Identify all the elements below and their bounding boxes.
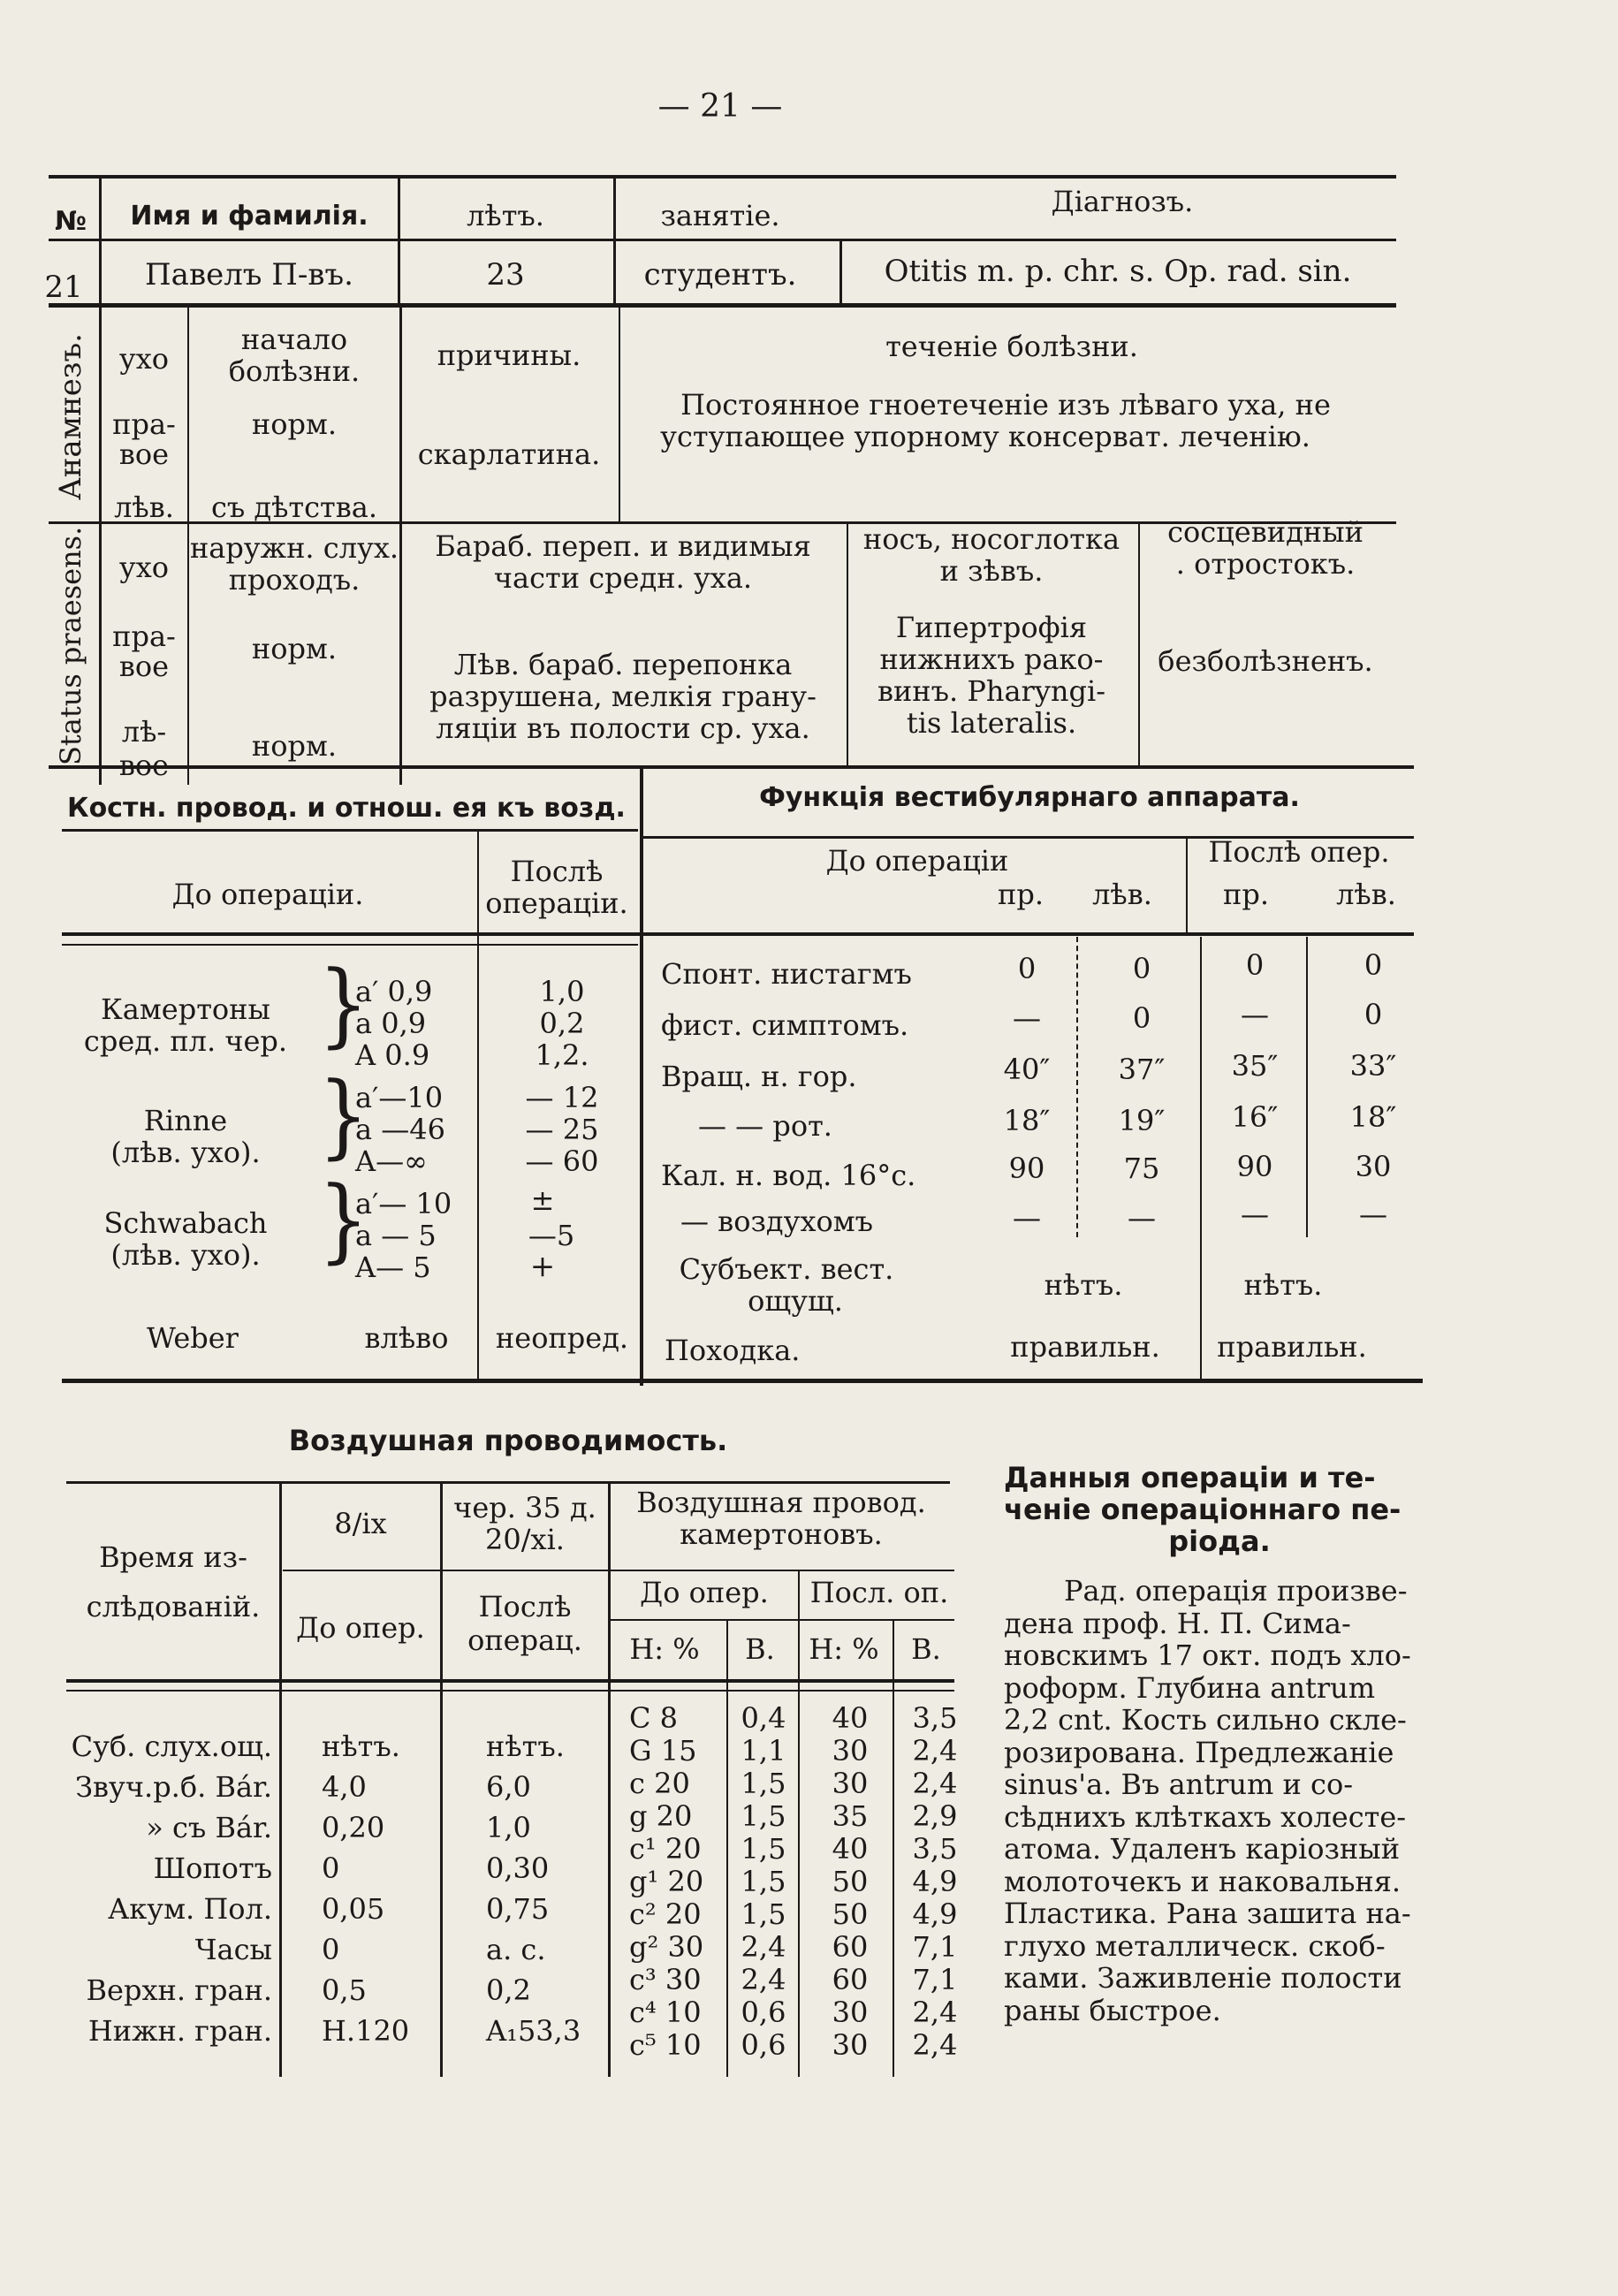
- rule: [62, 829, 638, 832]
- air-row-label: Шопотъ: [153, 1851, 272, 1885]
- vest-row-label: Кал. н. вод. 16°с.: [661, 1159, 916, 1192]
- vestibular-lev: лѣв.: [1336, 878, 1396, 911]
- operation-line: раны быстрое.: [1004, 1993, 1221, 2027]
- mastoid-header-2: . отростокъ.: [1175, 547, 1356, 581]
- air-conduction-title: Воздушная проводимость.: [288, 1424, 728, 1457]
- drum-line-1: Лѣв. бараб. перепонка: [453, 648, 793, 681]
- operation-line: ками. Заживленіе полости: [1004, 1961, 1402, 1995]
- anamnesis-left: лѣв.: [114, 490, 174, 524]
- tf-row-after-v: 2,4: [912, 1996, 958, 2029]
- air-row-before: 0: [322, 1851, 340, 1885]
- tf-row-before-v: 0,6: [741, 2028, 786, 2062]
- rule: [640, 769, 643, 1386]
- tf-air-v: В.: [745, 1632, 775, 1666]
- onset-left: съ дѣтства.: [210, 490, 378, 524]
- tf-row-after-v: 3,5: [912, 1832, 958, 1866]
- vestibular-pr: пр.: [1223, 878, 1269, 911]
- canal-header-2: проходъ.: [228, 563, 361, 597]
- vest-row-value: 33″: [1349, 1049, 1397, 1083]
- rule: [1076, 937, 1079, 1237]
- tuning-forks-label-1: Камертоны: [101, 992, 270, 1026]
- air-after-header-2: операц.: [467, 1623, 582, 1657]
- date-2-line-1: чер. 35 д.: [453, 1491, 596, 1524]
- schwabach-value: a′— 10: [355, 1187, 452, 1220]
- operation-line: Рад. операція произве-: [1064, 1574, 1408, 1608]
- tf-row-after-v: 7,1: [912, 1930, 958, 1964]
- nose-line-1: Гипертрофія: [895, 611, 1088, 644]
- tf-row-after-v: 4,9: [912, 1865, 958, 1898]
- rule: [1306, 937, 1308, 1237]
- subjective-after: нѣтъ.: [1243, 1268, 1323, 1302]
- brace: }: [318, 1062, 369, 1169]
- rule: [49, 765, 1414, 769]
- rule: [49, 303, 1396, 308]
- schwabach-label-1: Schwabach: [103, 1206, 268, 1240]
- tf-row-fork: c³ 30: [629, 1963, 702, 1996]
- weber-after: неопред.: [495, 1321, 629, 1355]
- brace: }: [318, 951, 369, 1058]
- vest-row-value: 0: [1132, 952, 1151, 985]
- air-row-label: Нижн. гран.: [87, 2014, 272, 2048]
- air-row-label: » съ Bár.: [146, 1811, 272, 1844]
- tf-row-fork: G 15: [629, 1734, 697, 1768]
- tf-air-h: Н: %: [809, 1632, 879, 1666]
- status-label: Status praesens.: [54, 526, 87, 765]
- status-right-2: вое: [118, 650, 170, 683]
- tf-row-after-h: 60: [832, 1963, 869, 1996]
- tf-row-after-v: 2,4: [912, 1767, 958, 1800]
- gait-after: правильн.: [1217, 1330, 1367, 1364]
- rinne-value: A—∞: [355, 1144, 428, 1178]
- anamnesis-ear: ухо: [118, 342, 170, 376]
- rule: [477, 831, 479, 1379]
- vest-row-label: Вращ. н. гор.: [661, 1060, 857, 1093]
- air-after-header-1: Послѣ: [478, 1590, 572, 1623]
- tf-row-fork: g 20: [629, 1799, 693, 1833]
- air-row-label: Верхн. гран.: [86, 1973, 272, 2007]
- air-row-before: 0,20: [322, 1811, 385, 1844]
- vestibular-title: Функція вестибулярнаго аппарата.: [759, 782, 1300, 813]
- tf-row-fork: c⁵ 10: [629, 2028, 702, 2062]
- tf-row-before-v: 1,5: [741, 1865, 786, 1898]
- rule: [99, 177, 102, 305]
- operation-line: глухо металлическ. скоб-: [1004, 1928, 1386, 1963]
- rule: [283, 1570, 954, 1571]
- rule: [1138, 524, 1140, 769]
- rule: [798, 1571, 800, 2077]
- mastoid-header-1: сосцевидный: [1167, 515, 1364, 549]
- rule: [66, 1481, 950, 1484]
- vest-row-value: —: [1241, 1197, 1269, 1231]
- air-row-after: 1,0: [486, 1811, 531, 1844]
- drum-line-2: разрушена, мелкія грану-: [429, 680, 817, 713]
- vest-row-value: 90: [1008, 1152, 1045, 1185]
- air-row-after: 6,0: [486, 1770, 531, 1804]
- header-no-label: №: [54, 206, 87, 237]
- rule: [99, 308, 102, 785]
- canal-left: норм.: [251, 729, 338, 763]
- schwabach-label-2: (лѣв. ухо).: [110, 1238, 261, 1272]
- tf-row-after-h: 40: [832, 1832, 869, 1866]
- header-diagnosis-label: Діагнозъ.: [1051, 185, 1194, 218]
- tf-row-after-v: 4,9: [912, 1897, 958, 1931]
- air-row-after: нѣтъ.: [486, 1730, 565, 1763]
- rule: [398, 177, 400, 305]
- weber-before: влѣво: [364, 1321, 449, 1355]
- drum-line-3: ляціи въ полости ср. уха.: [436, 711, 810, 745]
- air-row-before: 0,05: [322, 1892, 385, 1926]
- patient-no: 21: [44, 270, 83, 305]
- onset-header-2: болѣзни.: [228, 354, 361, 388]
- air-row-label: Акум. Пол.: [108, 1892, 272, 1926]
- air-row-after: 0,30: [486, 1851, 550, 1885]
- rinne-after: — 12: [525, 1081, 599, 1114]
- patient-job: студентъ.: [643, 257, 797, 293]
- operation-title-1: Данныя операціи и те-: [1004, 1461, 1376, 1494]
- operation-line: sinus'а. Въ antrum и со-: [1004, 1768, 1354, 1801]
- operation-line: дена проф. Н. П. Сима-: [1004, 1606, 1351, 1640]
- tf-row-fork: c⁴ 10: [629, 1996, 702, 2029]
- header-age-label: лѣтъ.: [467, 199, 544, 232]
- rule: [610, 1619, 954, 1621]
- subjective-label-2: ощущ.: [748, 1284, 843, 1318]
- nose-header-2: и зѣвъ.: [939, 554, 1044, 588]
- vest-row-label: — воздухомъ: [680, 1205, 873, 1238]
- rule: [613, 177, 616, 305]
- schwabach-value: a — 5: [355, 1219, 437, 1252]
- anamnesis-label: Анамнезъ.: [53, 333, 88, 500]
- vest-row-value: 0: [1245, 948, 1265, 982]
- tf-row-before-v: 2,4: [741, 1963, 786, 1996]
- air-row-after: а. с.: [486, 1933, 546, 1966]
- vest-row-value: 0: [1364, 948, 1383, 982]
- date-2-line-2: 20/xi.: [485, 1523, 565, 1556]
- rule: [62, 1379, 1423, 1383]
- vest-row-value: 19″: [1118, 1104, 1166, 1137]
- air-row-after: 0,2: [486, 1973, 531, 2007]
- vest-row-label: Спонт. нистагмъ: [661, 957, 912, 991]
- tf-row-before-v: 1,1: [741, 1734, 786, 1768]
- bone-after-header-2: операціи.: [485, 886, 628, 920]
- rinne-value: a′—10: [355, 1081, 444, 1114]
- tuning-fork-after: 1,2.: [535, 1038, 589, 1072]
- rule: [49, 175, 1396, 179]
- tf-row-after-v: 2,4: [912, 2028, 958, 2062]
- drum-header-2: части средн. уха.: [493, 561, 753, 595]
- tf-air-h: Н: %: [629, 1632, 700, 1666]
- tf-row-after-v: 7,1: [912, 1963, 958, 1996]
- onset-header-1: начало: [240, 323, 348, 356]
- tf-row-fork: g² 30: [629, 1930, 704, 1964]
- operation-title-2: ченіе операціоннаго пе-: [1004, 1493, 1402, 1526]
- canal-right: норм.: [251, 632, 338, 665]
- vest-row-value: 18″: [1349, 1100, 1397, 1134]
- bone-after-header-1: Послѣ: [510, 855, 604, 888]
- rinne-label-2: (лѣв. ухо).: [110, 1136, 261, 1169]
- vest-row-value: 35″: [1231, 1049, 1279, 1083]
- onset-right: норм.: [251, 407, 338, 441]
- air-row-label: Суб. слух.ощ.: [71, 1730, 272, 1763]
- tf-row-before-v: 1,5: [741, 1832, 786, 1866]
- tf-air-header-2: камертоновъ.: [680, 1517, 883, 1551]
- anamnesis-right-1: пра-: [112, 407, 176, 441]
- rinne-value: a —46: [355, 1113, 445, 1146]
- course-line-1: Постоянное гноетеченіе изъ лѣваго уха, не: [680, 388, 1331, 422]
- patient-name: Павелъ П-въ.: [145, 257, 353, 293]
- tf-row-after-h: 50: [832, 1897, 869, 1931]
- time-label-1: Время из-: [99, 1540, 247, 1574]
- operation-line: молоточекъ и наковальня.: [1004, 1864, 1402, 1898]
- tf-row-after-h: 30: [832, 1734, 869, 1768]
- header-name-label: Имя и фамилія.: [130, 201, 368, 232]
- rule: [279, 1483, 282, 2077]
- rule: [62, 944, 638, 946]
- rule: [66, 1690, 954, 1692]
- tf-row-after-h: 40: [832, 1701, 869, 1735]
- vest-row-value: 16″: [1231, 1100, 1279, 1134]
- nose-line-4: tis lateralis.: [906, 706, 1077, 740]
- tf-air-v: В.: [911, 1632, 941, 1666]
- anamnesis-right-2: вое: [118, 437, 170, 471]
- rule: [839, 240, 842, 304]
- vestibular-after-header: Послѣ опер.: [1208, 835, 1390, 869]
- vestibular-before-header: До операціи: [825, 844, 1009, 878]
- tf-row-before-v: 1,5: [741, 1767, 786, 1800]
- tf-row-before-v: 2,4: [741, 1930, 786, 1964]
- air-row-after: A₁53,3: [486, 2014, 581, 2048]
- subjective-label-1: Субъект. вест.: [679, 1252, 894, 1286]
- mastoid-value: безболѣзненъ.: [1158, 644, 1373, 678]
- course-line-2: уступающее упорному консерват. леченію.: [660, 420, 1310, 453]
- operation-line: роформ. Глубина antrum: [1004, 1670, 1376, 1705]
- rule: [62, 932, 1414, 936]
- course-header: теченіе болѣзни.: [885, 330, 1138, 363]
- header-job-label: занятіе.: [660, 199, 780, 232]
- tuning-fork-value: a′ 0,9: [355, 975, 433, 1008]
- tf-row-after-v: 3,5: [912, 1701, 958, 1735]
- patient-diagnosis: Otitis m. p. chr. s. Op. rad. sin.: [884, 254, 1352, 289]
- drum-header-1: Бараб. переп. и видимыя: [435, 529, 811, 563]
- vest-row-value: 75: [1123, 1152, 1160, 1185]
- vest-row-label: — — рот.: [698, 1109, 832, 1143]
- rule: [893, 1621, 894, 2077]
- vest-row-value: 90: [1236, 1150, 1273, 1183]
- rinne-after: — 60: [525, 1144, 599, 1178]
- tf-air-before: До опер.: [640, 1576, 769, 1609]
- rule: [66, 1679, 954, 1683]
- gait-label: Походка.: [665, 1334, 801, 1367]
- schwabach-after: +: [529, 1249, 556, 1284]
- tf-row-after-h: 30: [832, 1767, 869, 1800]
- rule: [1200, 937, 1202, 1379]
- air-row-before: нѣтъ.: [322, 1730, 400, 1763]
- vest-row-label: фист. симптомъ.: [661, 1008, 909, 1042]
- rule: [1186, 838, 1188, 935]
- vest-row-value: 37″: [1118, 1053, 1166, 1086]
- rule: [619, 308, 620, 524]
- rule: [608, 1483, 611, 2077]
- vest-row-value: 0: [1017, 952, 1037, 985]
- tf-row-fork: c 20: [629, 1767, 690, 1800]
- vest-row-value: 0: [1132, 1001, 1151, 1035]
- status-left-1: лѣ-: [121, 715, 167, 749]
- rule: [187, 308, 189, 785]
- time-label-2: слѣдованій.: [86, 1590, 261, 1623]
- air-row-label: Звуч.р.б. Bár.: [75, 1770, 272, 1804]
- air-before-header: До опер.: [296, 1611, 425, 1645]
- gait-before: правильн.: [1010, 1330, 1160, 1364]
- schwabach-after: —5: [528, 1219, 575, 1252]
- operation-title-3: ріода.: [1168, 1524, 1271, 1558]
- tf-air-header-1: Воздушная провод.: [636, 1486, 926, 1519]
- canal-header-1: наружн. слух.: [189, 531, 399, 565]
- vest-row-value: 40″: [1003, 1053, 1051, 1086]
- air-row-before: 4,0: [322, 1770, 367, 1804]
- rinne-after: — 25: [525, 1113, 599, 1146]
- schwabach-after: ±: [530, 1183, 555, 1217]
- operation-line: атома. Удаленъ каріозный: [1004, 1832, 1401, 1866]
- vestibular-pr: пр.: [998, 878, 1044, 911]
- rinne-label-1: Rinne: [143, 1104, 228, 1137]
- nose-header-1: носъ, носоглотка: [862, 522, 1120, 556]
- tuning-fork-after: 1,0: [539, 975, 585, 1008]
- nose-line-2: нижнихъ рако-: [879, 642, 1104, 676]
- operation-line: 2,2 cnt. Кость сильно скле-: [1004, 1703, 1407, 1737]
- tuning-fork-value: A 0.9: [355, 1038, 430, 1072]
- brace: }: [318, 1167, 369, 1273]
- vest-row-value: —: [1241, 998, 1269, 1031]
- tf-row-after-h: 30: [832, 2028, 869, 2062]
- status-ear: ухо: [118, 551, 170, 584]
- schwabach-value: A— 5: [355, 1251, 431, 1284]
- tf-row-after-v: 2,4: [912, 1734, 958, 1768]
- tf-row-after-h: 60: [832, 1930, 869, 1964]
- tf-row-after-h: 30: [832, 1996, 869, 2029]
- tf-row-before-v: 1,5: [741, 1897, 786, 1931]
- date-1: 8/ix: [334, 1507, 387, 1540]
- air-row-before: 0,5: [322, 1973, 367, 2007]
- operation-line: новскимъ 17 окт. подъ хло-: [1004, 1638, 1411, 1672]
- vest-row-value: 0: [1364, 998, 1383, 1031]
- rule: [726, 1621, 728, 2077]
- rule: [399, 308, 402, 785]
- tuning-fork-value: a 0,9: [355, 1007, 427, 1040]
- air-row-before: 0: [322, 1933, 340, 1966]
- vest-row-value: —: [1013, 1001, 1041, 1035]
- vest-row-value: —: [1128, 1201, 1156, 1235]
- rule: [49, 239, 1396, 241]
- tf-row-fork: c¹ 20: [629, 1832, 702, 1866]
- patient-age: 23: [486, 257, 525, 293]
- vest-row-value: 18″: [1003, 1104, 1051, 1137]
- vest-row-value: —: [1013, 1201, 1041, 1235]
- tf-air-after: Посл. оп.: [809, 1576, 949, 1609]
- cause-value: скарлатина.: [417, 437, 601, 471]
- bone-conduction-title: Костн. провод. и отнош. ея къ возд.: [67, 793, 626, 824]
- vestibular-lev: лѣв.: [1092, 878, 1152, 911]
- weber-label: Weber: [147, 1321, 239, 1355]
- tf-row-before-v: 0,4: [741, 1701, 786, 1735]
- vest-row-value: 30: [1355, 1150, 1392, 1183]
- tf-row-fork: g¹ 20: [629, 1865, 704, 1898]
- operation-line: сѣднихъ клѣткахъ холесте-: [1004, 1799, 1407, 1834]
- tf-row-before-v: 1,5: [741, 1799, 786, 1833]
- bone-before-header: До операціи.: [171, 878, 364, 911]
- status-right-1: пра-: [112, 620, 176, 653]
- tuning-forks-label-2: сред. пл. чер.: [83, 1024, 288, 1058]
- vest-row-value: —: [1359, 1197, 1387, 1231]
- subjective-before: нѣтъ.: [1044, 1268, 1123, 1302]
- status-left-2: вое: [118, 749, 170, 782]
- tf-row-fork: c² 20: [629, 1897, 702, 1931]
- air-row-after: 0,75: [486, 1892, 550, 1926]
- operation-line: розирована. Предлежаніе: [1004, 1735, 1394, 1769]
- tuning-fork-after: 0,2: [539, 1007, 585, 1040]
- operation-line: Пластика. Рана зашита на-: [1004, 1897, 1411, 1930]
- air-row-before: Н.120: [322, 2014, 410, 2048]
- rule: [440, 1483, 443, 2077]
- nose-line-3: винъ. Pharyngi-: [877, 674, 1106, 708]
- tf-row-after-h: 35: [832, 1799, 869, 1833]
- tf-row-after-v: 2,9: [912, 1799, 958, 1833]
- tf-row-fork: C 8: [629, 1701, 679, 1735]
- causes-header: причины.: [437, 338, 581, 372]
- rule: [847, 524, 848, 769]
- air-row-label: Часы: [194, 1933, 272, 1966]
- tf-row-after-h: 50: [832, 1865, 869, 1898]
- page-number: — 21 —: [657, 88, 783, 125]
- tf-row-before-v: 0,6: [741, 1996, 786, 2029]
